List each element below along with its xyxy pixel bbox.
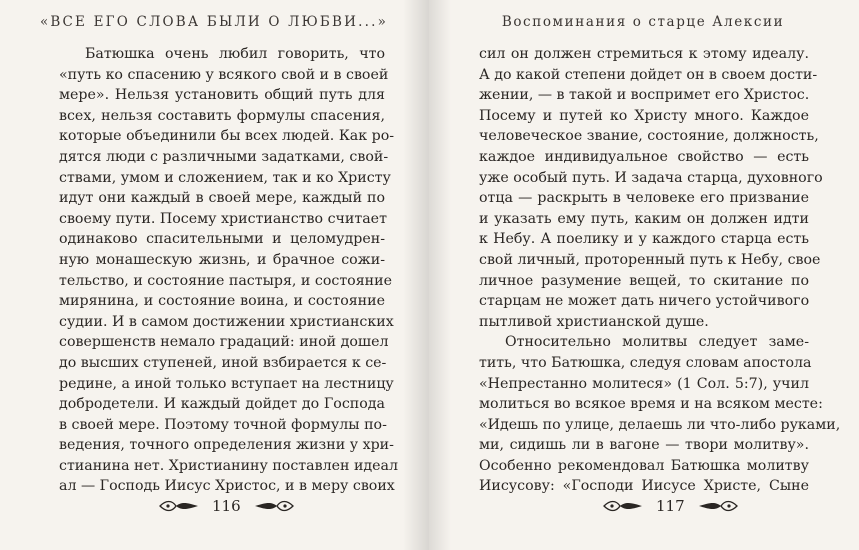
page-number: 117: [656, 497, 685, 515]
text-line: идут они каждый в своей мере, каждый по: [59, 190, 385, 207]
text-line: и указать ему путь, каким он должен идти: [479, 210, 809, 227]
right-page: [429, 0, 859, 550]
text-line: мирянина, и состояние воина, и состояние: [59, 293, 385, 310]
text-line: пытливой христианской душе.: [479, 313, 709, 330]
text-line: А до какой степени дойдет он в своем дости-: [479, 66, 818, 83]
page-number-left: [158, 497, 295, 515]
text-line: Особенно рекомендовал Батюшка молитву: [479, 457, 809, 474]
left-body-text: [59, 44, 399, 497]
text-line: тельство, и состояние пастыря, и состояние: [59, 272, 392, 289]
text-line: совершенств немало градаций: иной дошел: [59, 334, 389, 351]
ornament-left-icon: [602, 498, 644, 514]
gutter-shadow: [429, 0, 451, 550]
left-page: [0, 0, 429, 550]
text-line: мере». Нельзя установить общий путь для: [59, 87, 385, 104]
text-line: каждое индивидуальное свойство — есть: [479, 148, 809, 165]
text-line: дятся люди с различными задатками, свой-: [59, 148, 389, 165]
text-line: к Небу. А поелику и у каждого старца есть: [479, 231, 809, 248]
text-line: «Идешь по улице, делаешь ли что-либо руками,: [479, 416, 841, 433]
text-line: старцам не может дать ничего устойчивого: [479, 293, 810, 310]
text-line: всех, нельзя составить формулы спасения,: [59, 107, 385, 124]
ornament-right-icon: [697, 498, 739, 514]
text-line: молиться во всякое время и на всяком месте:: [479, 396, 823, 413]
text-line: тить, что Батюшка, следуя словам апостола: [479, 354, 812, 371]
text-line: человеческое звание, состояние, должность,: [479, 128, 819, 145]
text-line: личное разумение вещей, то скитание по: [479, 272, 809, 289]
text-line: Иисусову: «Господи Иисусе Христе, Сыне: [479, 478, 809, 495]
text-line: «путь ко спасению у всякого свой и в своей: [59, 66, 389, 83]
text-line: свой личный, проторенный путь к Небу, свое: [479, 251, 821, 268]
text-line: добродетели. И каждый дойдет до Господа: [59, 396, 385, 413]
text-line: которые объединили бы всех людей. Как ро-: [59, 128, 395, 145]
running-head-left: «ВСЕ ЕГО СЛОВА БЫЛИ О ЛЮБВИ...»: [39, 14, 389, 30]
text-line: ствами, умом и сложением, так и ко Христу: [59, 169, 391, 186]
text-line: Посему и путей ко Христу много. Каждое: [479, 107, 809, 124]
text-line: ал — Господь Иисус Христос, и в меру своих: [59, 478, 395, 495]
ornament-right-icon: [253, 498, 295, 514]
page-number: 116: [212, 497, 241, 515]
text-line: ную монашескую жизнь, и брачное сожи-: [59, 251, 385, 268]
text-line: в своей мере. Поэтому точной формулы по-: [59, 416, 387, 433]
text-line: одинаково спасительными и целомудрен-: [59, 231, 385, 248]
text-line: ми, сидишь ли в вагоне — твори молитву».: [479, 437, 809, 454]
text-line: своему пути. Посему христианство считает: [59, 210, 387, 227]
text-line: отца — раскрыть в человеке его призвание: [479, 190, 809, 207]
right-body-text: [479, 44, 841, 497]
ornament-left-icon: [158, 498, 200, 514]
gutter-shadow: [403, 0, 429, 550]
text-line: редине, а иной только вступает на лестницу: [59, 375, 394, 392]
text-line: уже особый путь. И задача старца, духовного: [479, 169, 823, 186]
text-line: судии. И в самом достижении христианских: [59, 313, 394, 330]
text-line: Батюшка очень любил говорить, что: [85, 46, 385, 62]
text-line: «Непрестанно молитеся» (1 Сол. 5:7), учил: [479, 375, 809, 392]
text-line: Относительно молитвы следует заме-: [505, 334, 809, 351]
text-line: стианина нет. Христианину поставлен идеал: [59, 457, 399, 474]
text-line: до высших ступеней, иной взбирается к се-: [59, 354, 387, 371]
text-line: ведения, точного определения жизни у хри-: [59, 437, 394, 454]
page-number-right: [602, 497, 739, 515]
running-head-right: Воспоминания о старце Алексии: [501, 14, 785, 30]
text-line: сил он должен стремиться к этому идеалу.: [479, 46, 809, 62]
text-line: жении, — в такой и воспримет его Христос.: [479, 87, 810, 104]
